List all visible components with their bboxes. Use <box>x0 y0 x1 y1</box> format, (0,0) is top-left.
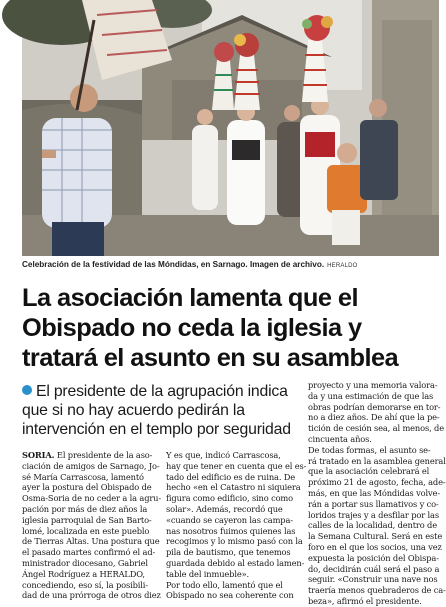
body-column-1 <box>22 450 162 601</box>
body-line: De todas formas, el asunto se- <box>308 444 431 455</box>
body-line: do, decidirán cuál será el paso a <box>308 563 440 574</box>
headline-line: La asociación lamenta que el <box>22 284 358 312</box>
body-line: no a diez años. De ahí que la pe- <box>308 412 440 423</box>
photo-caption <box>22 258 439 272</box>
body-line: próximo 21 de agosto, fecha, ade- <box>308 477 446 488</box>
body-line: nas nosotros fuimos quienes las <box>166 525 296 536</box>
body-line: expuesta la posición del Obispa- <box>308 552 439 563</box>
body-line: tado del edificio es de ruina. De <box>166 471 296 482</box>
dateline: SORIA. <box>22 450 55 460</box>
body-line: dad de una prórroga de otros diez <box>22 590 161 601</box>
body-line: Obispado no sea coherente con <box>166 590 294 601</box>
body-line: la Semana Cultural. Será en este <box>308 531 443 542</box>
body-line: solar». Además, recordó que <box>166 503 283 514</box>
body-line: da y una estimación de que las <box>308 390 434 401</box>
body-line: foro en el que los socios, una vez <box>308 541 442 552</box>
body-line: de Tierras Altas. Una postura que <box>22 536 160 547</box>
body-line: proyecto y una memoria valora- <box>308 380 438 390</box>
body-line: que la asociación celebrará el <box>308 466 430 477</box>
headline-line: tratará el asunto en su asamblea <box>22 344 399 372</box>
body-line: loridos trajes y a desfilar por las <box>308 509 439 520</box>
article-subhead <box>22 382 304 439</box>
caption-text: Celebración de la festividad de las Móndidas, en Sarnago. Imagen de archivo. <box>22 260 325 269</box>
body-line-text: El presidente de la aso- <box>54 450 153 460</box>
body-line: ciación de amigos de Sarnago, Jo- <box>22 460 160 471</box>
body-line: traería menos quebraderos de ca- <box>308 585 446 596</box>
body-line: beza», afirmó el presidente. <box>308 595 422 606</box>
body-line: recogimos y lo mismo pasó con la <box>166 536 303 547</box>
body-line: pila de bautismo, que tenemos <box>166 547 291 558</box>
body-line: ayer la postura del Obispado de <box>22 482 152 493</box>
body-line: rán a portar sus llamativos y co- <box>308 498 439 509</box>
body-column-2 <box>166 450 307 601</box>
body-line: concediendo, eso sí, la posibili- <box>22 579 148 590</box>
body-line: «cuando se cayeron las campa- <box>166 514 293 525</box>
body-line: seguir. «Construir una nave nos <box>308 574 438 585</box>
body-line: más, en que las Móndidas volve- <box>308 487 440 498</box>
bullet-icon <box>22 385 32 395</box>
body-line: figura como edificio, sino como <box>166 493 293 504</box>
subhead-line: El presidente de la agrupación indica <box>36 383 288 400</box>
body-line: iglesia parroquial de San Barto- <box>22 514 152 525</box>
festival-photo-illustration <box>22 0 439 256</box>
body-column-3 <box>308 380 446 607</box>
article-headline <box>22 283 442 373</box>
subhead-line: intervención en el templo por seguridad <box>22 421 291 438</box>
body-line: table del inmueble». <box>166 568 250 579</box>
photo-credit: HERALDO <box>327 263 358 269</box>
body-line: tición de cesión sea, al menos, de <box>308 423 444 434</box>
body-line: lomé, localizada en este pueblo <box>22 525 150 536</box>
body-line: Ángel Rodríguez a HERALDO, <box>22 568 145 579</box>
body-line: pación por más de diez años la <box>22 503 148 514</box>
body-line <box>22 450 158 461</box>
festival-photo <box>22 0 439 256</box>
subhead-line: que si no hay acuerdo pedirán la <box>22 402 245 419</box>
body-line: cincuenta años. <box>308 433 372 444</box>
body-line: Por todo ello, lamentó que el <box>166 579 283 590</box>
body-line: guardada debido al estado lamen- <box>166 557 305 568</box>
body-line: rá tratado en la asamblea general <box>308 455 446 466</box>
body-line: Y es que, indicó Carrascosa, <box>166 450 281 460</box>
body-line: sé María Carrascosa, lamentó <box>22 471 144 482</box>
subhead-line-1 <box>22 382 304 401</box>
body-line: calles de la localidad, dentro de <box>308 520 437 531</box>
body-line: Osma-Soria de no ceder a la agru- <box>22 493 162 504</box>
headline-line: Obispado no ceda la iglesia y <box>22 314 362 342</box>
body-line: ministrador diocesano, Gabriel <box>22 557 148 568</box>
body-line: hay que tener en cuenta que el es- <box>166 460 307 471</box>
body-line: el pasado martes confirmó el ad- <box>22 547 156 558</box>
body-line: obras podrían demorarse en tor- <box>308 401 441 412</box>
body-line: hecho «en el Catastro ni siquiera <box>166 482 301 493</box>
